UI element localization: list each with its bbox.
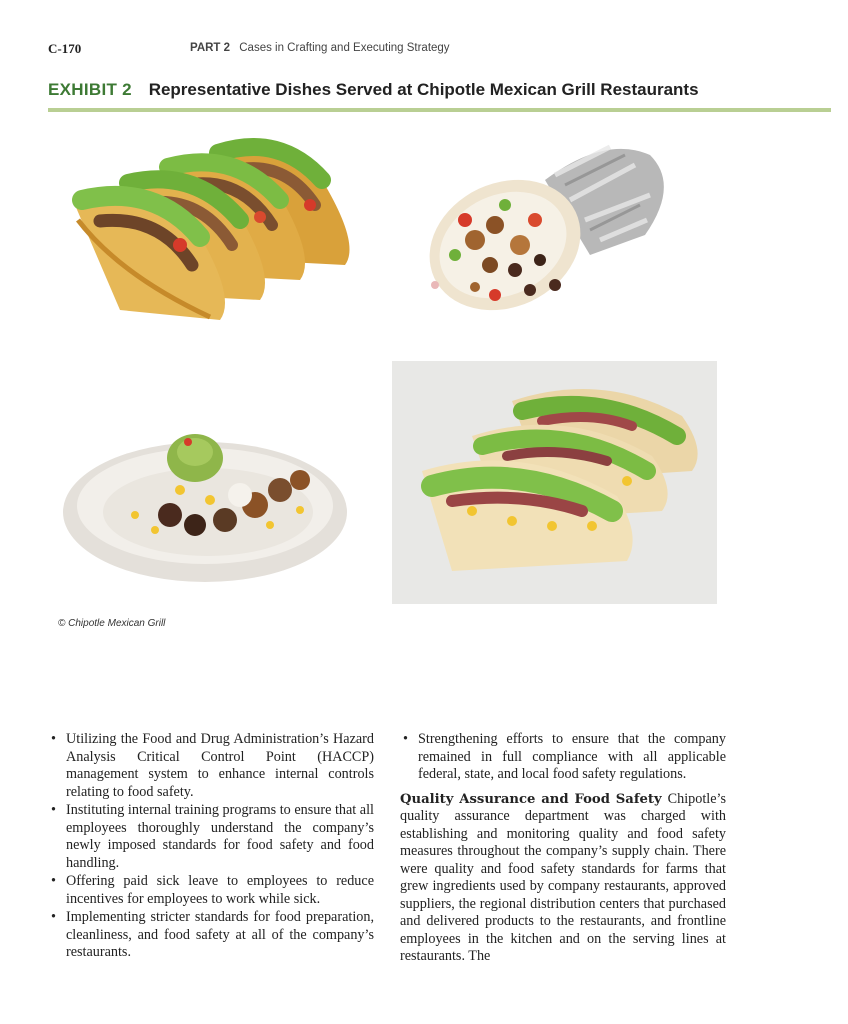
section-heading: Quality Assurance and Food Safety (400, 791, 662, 807)
section-text: Chipotle’s quality assurance department was charged with establishing and monitoring quality and food safety measures throughout the company’s supply chain. There were quality and food safety standards for farms that grew ingredients used by company restaurants, approved suppliers, the regional distribution centers that purchased and delivered products to the restaurants, and frontline employees in the kitchen and on the serving lines at restaurants. The (400, 790, 726, 964)
photo-credit: © Chipotle Mexican Grill (58, 618, 166, 629)
list-item (48, 909, 374, 962)
list-item (400, 731, 726, 784)
part-title: Cases in Crafting and Executing Strategy (239, 42, 450, 54)
exhibit-title (48, 80, 699, 100)
list-item (48, 731, 374, 801)
bullet-icon: • (51, 909, 56, 925)
crispy-tacos-photo (60, 125, 360, 335)
list-item-text: Offering paid sick leave to employees to reduce incentives for employees to work while sick. (66, 873, 374, 907)
right-bullet-list (400, 731, 726, 784)
foil-burrito-photo (395, 125, 715, 335)
list-item-text: Strengthening efforts to ensure that the company remained in full compliance with all applicable federal, state, and local food safety regulations. (418, 731, 726, 782)
right-column (400, 731, 726, 966)
quality-assurance-paragraph (400, 791, 726, 966)
list-item-text: Instituting internal training programs to ensure that all employees thoroughly understand the company’s newly imposed standards for food safety and food handling. (66, 802, 374, 871)
left-bullet-list (48, 731, 374, 962)
bullet-icon: • (403, 731, 408, 747)
running-header (190, 42, 450, 54)
bullet-icon: • (51, 873, 56, 889)
exhibit-label: EXHIBIT 2 (48, 80, 132, 99)
bullet-icon: • (51, 731, 56, 747)
exhibit-caption: Representative Dishes Served at Chipotle Mexican Grill Restaurants (148, 80, 699, 99)
page-number: C-170 (48, 41, 82, 56)
list-item-text: Utilizing the Food and Drug Administration’s Hazard Analysis Critical Control Point (HACCP) management system to enhance internal controls relating to food safety. (66, 731, 374, 800)
left-column (48, 731, 374, 963)
bullet-icon: • (51, 802, 56, 818)
list-item (48, 873, 374, 908)
part-label: PART 2 (190, 42, 231, 54)
exhibit-rule (48, 108, 831, 112)
burrito-bowl-photo (60, 420, 350, 590)
soft-tacos-photo (392, 361, 717, 604)
list-item-text: Implementing stricter standards for food preparation, cleanliness, and food safety at all of the company’s restaurants. (66, 909, 374, 960)
list-item (48, 802, 374, 872)
